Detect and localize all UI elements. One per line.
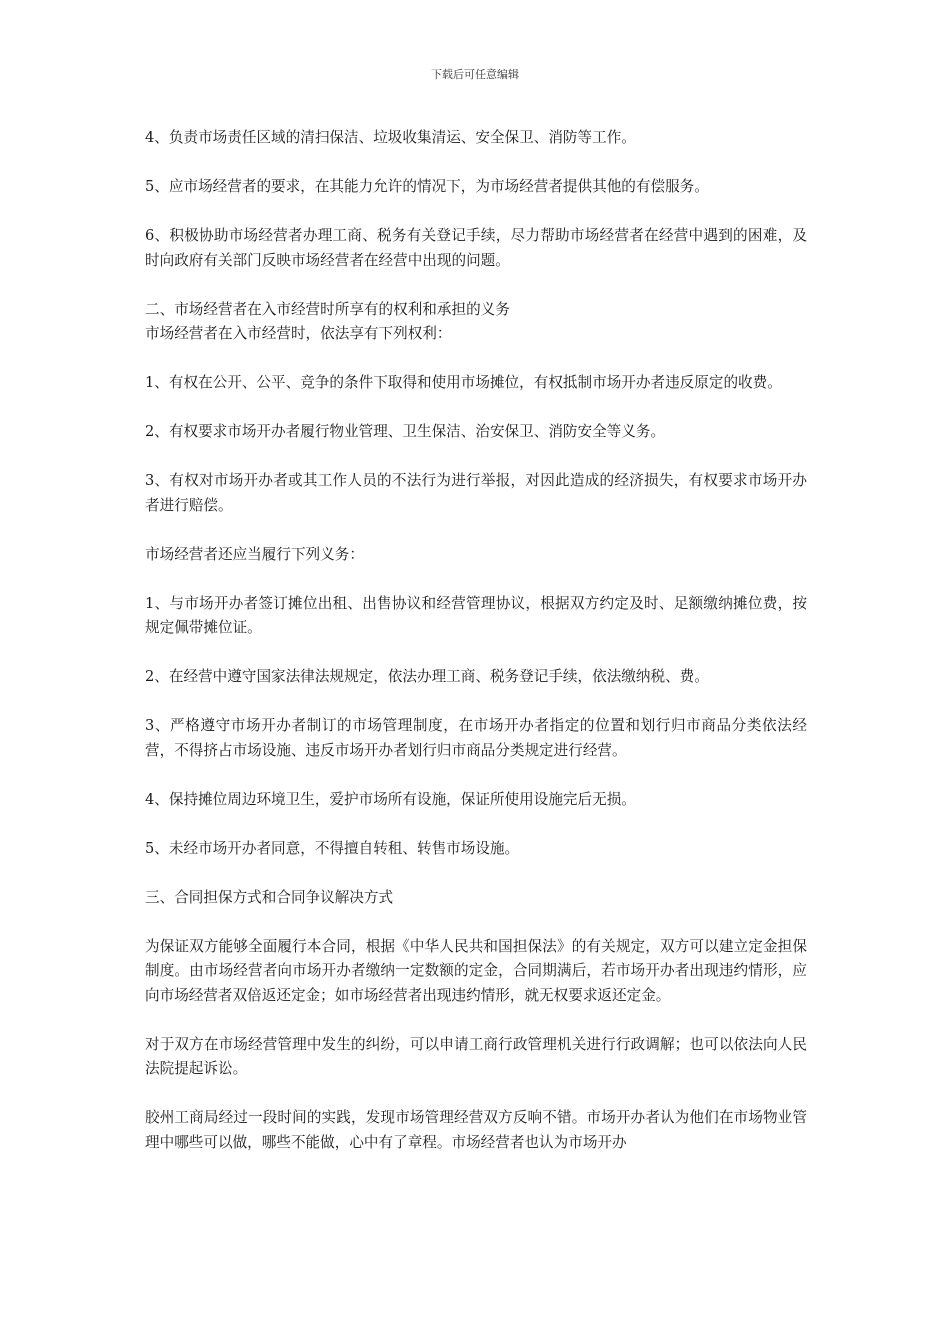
paragraph-obligation-3: 3、严格遵守市场开办者制订的市场管理制度，在市场开办者指定的位置和划行归市商品分类依法经营，不得挤占市场设施、违反市场开办者划行归市商品分类规定进行经营。: [145, 717, 807, 759]
paragraph-duty-4: 4、负责市场责任区域的清扫保洁、垃圾收集清运、安全保卫、消防等工作。: [145, 129, 636, 146]
paragraph-obligation-5: 5、未经市场开办者同意，不得擅自转租、转售市场设施。: [145, 839, 520, 857]
header-note: 下载后可任意编辑: [431, 68, 519, 81]
paragraph-dispute: 对于双方在市场经营管理中发生的纠纷，可以申请工商行政管理机关进行行政调解；也可以依法向人民法院提起诉讼。: [145, 1035, 807, 1077]
rights-intro: 市场经营者在入市经营时，依法享有下列权利：: [145, 325, 452, 342]
paragraph-obligation-1: 1、与市场开办者签订摊位出租、出售协议和经营管理协议，根据双方约定及时、足额缴纳摊位费，按规定佩带摊位证。: [145, 594, 807, 636]
paragraph-obligation-4: 4、保持摊位周边环境卫生，爱护市场所有设施，保证所使用设施完后无损。: [145, 790, 636, 808]
paragraph-obligation-2: 2、在经营中遵守国家法律法规规定，依法办理工商、税务登记手续，依法缴纳税、费。: [145, 668, 709, 685]
paragraph-right-1: 1、有权在公开、公平、竞争的条件下取得和使用市场摊位，有权抵制市场开办者违反原定的收费。: [145, 374, 782, 391]
paragraph-duty-6: 6、积极协助市场经营者办理工商、税务有关登记手续，尽力帮助市场经营者在经营中遇到的困难，及时向政府有关部门反映市场经营者在经营中出现的问题。: [145, 227, 807, 269]
paragraph-guarantee: 为保证双方能够全面履行本合同，根据《中华人民共和国担保法》的有关规定，双方可以建立定金担保制度。由市场经营者向市场开办者缴纳一定数额的定金，合同期满后，若市场开办者出现违约情形，应向市场经营者双倍返还定金；如市场经营者出现违约情形，就无权要求返还定金。: [145, 937, 807, 1004]
obligations-intro: 市场经营者还应当履行下列义务：: [145, 545, 364, 563]
paragraph-duty-5: 5、应市场经营者的要求，在其能力允许的情况下，为市场经营者提供其他的有偿服务。: [145, 178, 709, 195]
paragraph-right-3: 3、有权对市场开办者或其工作人员的不法行为进行举报，对因此造成的经济损失，有权要求市场开办者进行赔偿。: [145, 472, 807, 514]
paragraph-right-2: 2、有权要求市场开办者履行物业管理、卫生保洁、治安保卫、消防安全等义务。: [145, 423, 666, 440]
paragraph-practice: 胶州工商局经过一段时间的实践，发现市场管理经营双方反响不错。市场开办者认为他们在市场物业管理中哪些可以做，哪些不能做，心中有了章程。市场经营者也认为市场开办: [145, 1109, 807, 1151]
document-body: [145, 126, 807, 1155]
section-heading-2: 二、市场经营者在入市经营时所享有的权利和承担的义务: [145, 300, 510, 318]
section-heading-3: 三、合同担保方式和合同争议解决方式: [145, 888, 394, 906]
